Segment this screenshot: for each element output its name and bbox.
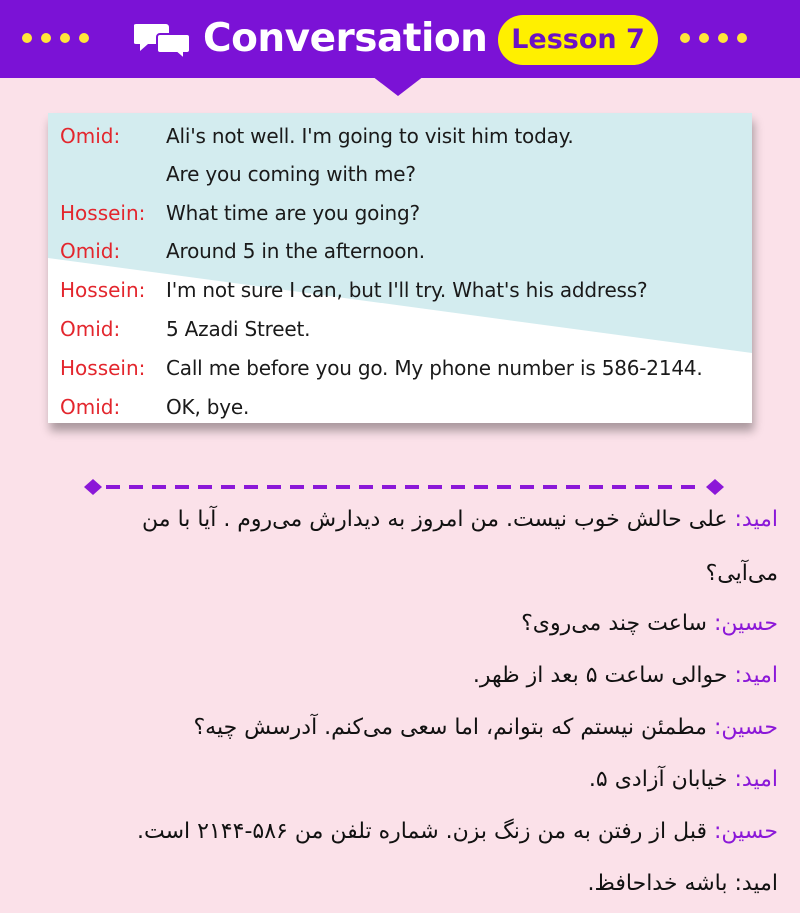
translation-speaker: امید: [734,507,778,532]
chat-bubbles-icon [134,20,192,60]
page-title: Conversation [203,16,488,61]
dialogue-line: Are you coming with me? [166,162,416,186]
translation-line [18,706,778,750]
lesson-badge: Lesson 7 [498,15,658,65]
lesson-header [0,0,800,78]
dialogue-line: Around 5 in the afternoon. [166,239,425,263]
speaker-name: Hossein: [60,278,146,302]
translation-speaker: حسین: [713,611,778,636]
dialogue-line: Ali's not well. I'm going to visit him today. [166,124,574,148]
translation-text: خیابان آزادی ۵. [588,767,735,792]
dialogue-card [48,113,752,423]
speaker-name: Hossein: [60,356,146,380]
translation-line [18,862,778,906]
dialogue-line: OK, bye. [166,395,250,419]
translation-line [18,758,778,802]
translation-text: امید: باشه خداحافظ. [587,871,778,896]
dialogue-line: What time are you going? [166,201,420,225]
translation-text: مطمئن نیستم که بتوانم، اما سعی می‌کنم. آدرسش چیه؟ [193,715,714,740]
speaker-name: Omid: [60,395,121,419]
translation-speaker: حسین: [713,819,778,844]
translation-line [18,602,778,646]
translation-text: حوالی ساعت ۵ بعد از ظهر. [472,663,735,688]
decorative-dots-left [22,33,89,43]
translation-text: قبل از رفتن به من زنگ بزن. شماره تلفن من ۵۸۶-۲۱۴۴ است. [137,819,714,844]
speaker-name: Hossein: [60,201,146,225]
translation-line [18,552,778,596]
dialogue-line: I'm not sure I can, but I'll try. What's his address? [166,278,648,302]
translation-line [18,654,778,698]
dashed-divider [84,476,724,498]
dialogue-line: 5 Azadi Street. [166,317,311,341]
speaker-name: Omid: [60,124,121,148]
translation-line [18,498,778,542]
translation-line [18,810,778,854]
translation-text: ساعت چند می‌روی؟ [521,611,714,636]
speaker-name: Omid: [60,317,121,341]
translation-text: می‌آیی؟ [705,561,778,586]
translation-text: علی حالش خوب نیست. من امروز به دیدارش می‌روم . آیا با من [142,507,735,532]
decorative-dots-right [680,33,747,43]
header-notch [372,76,424,96]
translation-speaker: امید: [734,767,778,792]
translation-speaker: امید: [734,663,778,688]
speaker-name: Omid: [60,239,121,263]
translation-speaker: حسین: [713,715,778,740]
dialogue-line: Call me before you go. My phone number is 586-2144. [166,356,703,380]
